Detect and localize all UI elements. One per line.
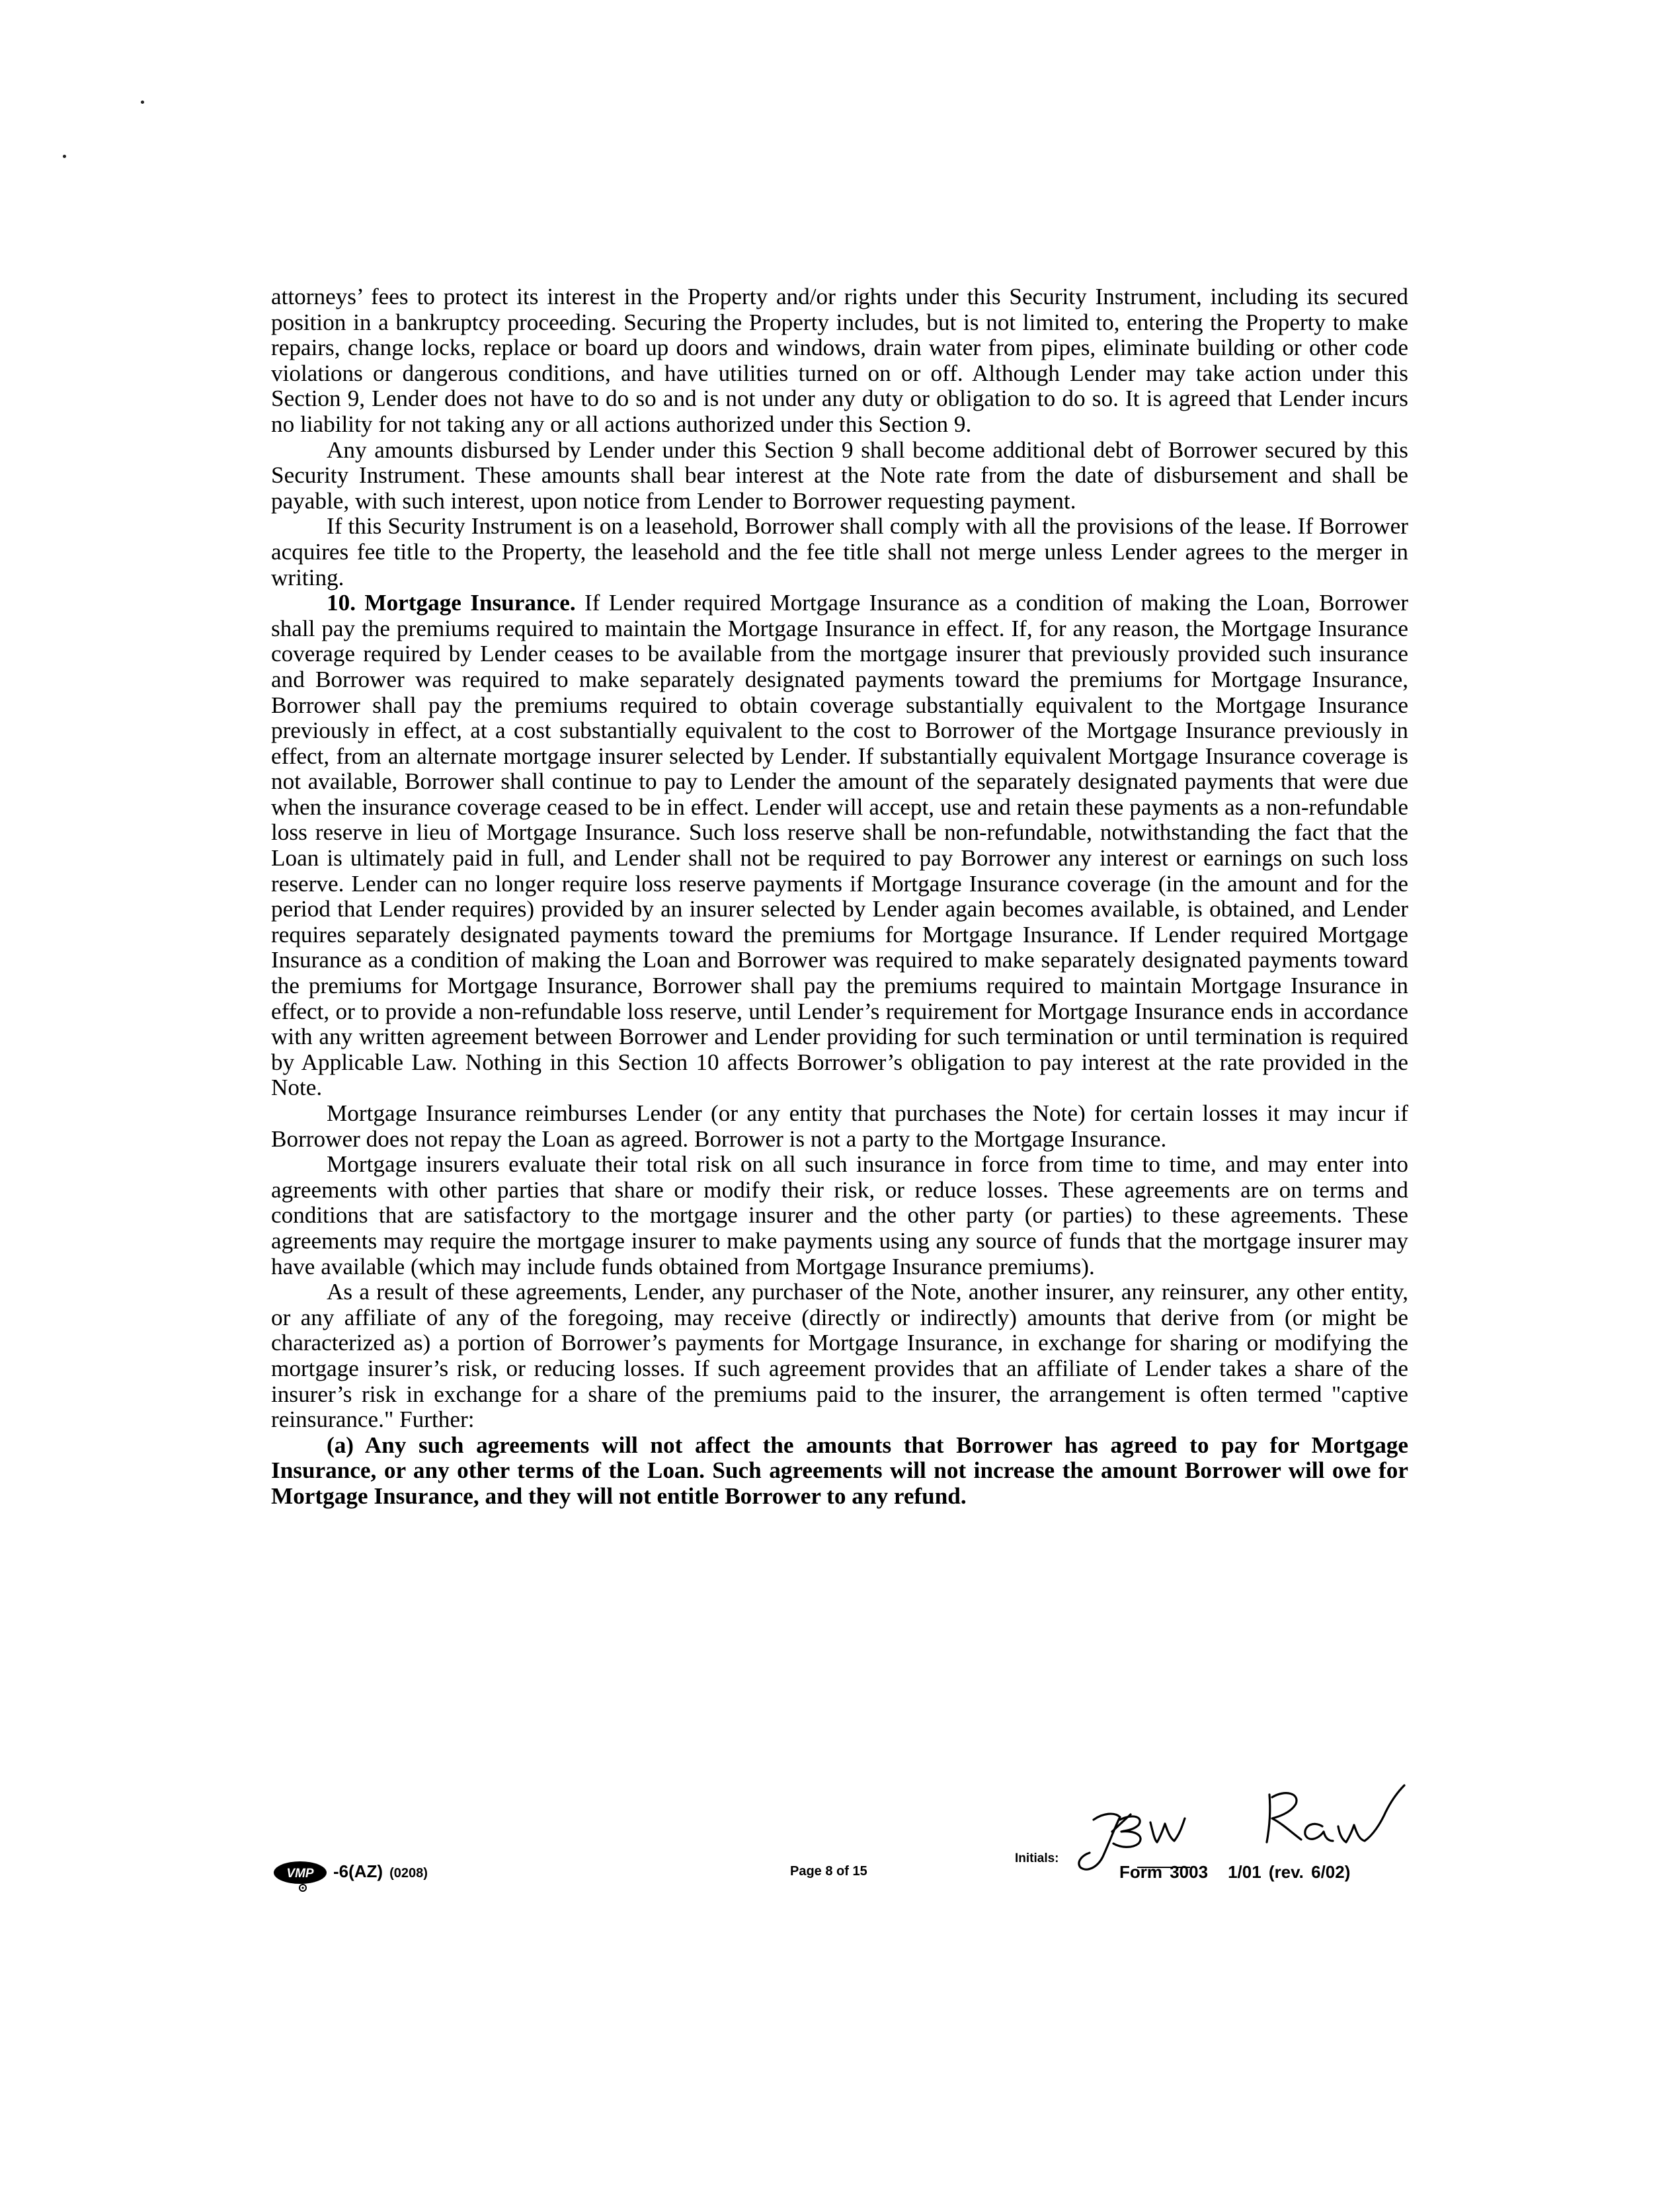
paragraph-reimburses: Mortgage Insurance reimburses Lender (or any entity that purchases the Note) for certain losses it may incur if Borrower does not repay the Loan as agreed. Borrower is not a party to the Mortgage Insurance.	[271, 1100, 1408, 1152]
paragraph-clause-a: (a) Any such agreements will not affect the amounts that Borrower has agreed to pay for Mortgage Insurance, or any other terms of the Loan. Such agreements will not increase the amount Borrower will owe for Mortgage Insurance, and they will not entitle Borrower to any refund.	[271, 1432, 1408, 1509]
page-number: Page 8 of 15	[790, 1864, 867, 1879]
form-number	[1119, 1862, 1350, 1883]
vmp-logo	[270, 1858, 335, 1892]
logo-text: VMP	[286, 1867, 314, 1881]
form-revision-date: 1/01 (rev. 6/02)	[1228, 1862, 1351, 1882]
paragraph-disbursed-amounts: Any amounts disbursed by Lender under this Section 9 shall become additional debt of Borrower secured by this Security Instrument. These amounts shall bear interest at the Note rate from the date of disbursement and shall be payable, with such interest, upon notice from Lender to Borrower requesting payment.	[271, 436, 1408, 514]
section-10-text: If Lender required Mortgage Insurance as a condition of making the Loan, Borrower shall pay the premiums required to maintain the Mortgage Insurance in effect. If, for any reason, the Mortgage Insurance coverage required by Lender ceases to be available from the mortgage insurer that previously provided such insurance and Borrower was required to make separately designated payments toward the premiums for Mortgage Insurance, Borrower shall pay the premiums required to obtain coverage substantially equivalent to the Mortgage Insurance previously in effect, at a cost substantially equivalent to the cost to Borrower of the Mortgage Insurance previously in effect, from an alternate mortgage insurer selected by Lender. If substantially equivalent Mortgage Insurance coverage is not available, Borrower shall continue to pay to Lender the amount of the separately designated payments that were due when the insurance coverage ceased to be in effect. Lender will accept, use and retain these payments as a non-refundable loss reserve in lieu of Mortgage Insurance. Such loss reserve shall be non-refundable, notwithstanding the fact that the Loan is ultimately paid in full, and Lender shall not be required to pay Borrower any interest or earnings on such loss reserve. Lender can no longer require loss reserve payments if Mortgage Insurance coverage (in the amount and for the period that Lender requires) provided by an insurer selected by Lender again becomes available, is obtained, and Lender requires separately designated payments toward the premiums for Mortgage Insurance. If Lender required Mortgage Insurance as a condition of making the Loan and Borrower was required to make separately designated payments toward the premiums for Mortgage Insurance, Borrower shall pay the premiums required to maintain Mortgage Insurance in effect, or to provide a non-refundable loss reserve, until Lender’s requirement for Mortgage Insurance ends in accordance with any written agreement between Borrower and Lender providing for such termination or until termination is required by Applicable Law. Nothing in this Section 10 affects Borrower’s obligation to pay interest at the rate provided in the Note.	[271, 590, 1408, 1101]
paragraph-agreements-result: As a result of these agreements, Lender, any purchaser of the Note, another insurer, any reinsurer, any other entity, or any affiliate of any of the foregoing, may receive (directly or indirectly) amounts that derive from (or might be characterized as) a portion of Borrower’s payments for Mortgage Insurance, in exchange for sharing or modifying the mortgage insurer’s risk, or reducing losses. If such agreement provides that an affiliate of Lender takes a share of the insurer’s risk in exchange for a share of the premiums paid to the insurer, the arrangement is often termed "captive reinsurance." Further:	[271, 1279, 1408, 1433]
paragraph-continuation: attorneys’ fees to protect its interest in the Property and/or rights under this Security Instrument, including its secured position in a bankruptcy proceeding. Securing the Property includes, but is not limited to, entering the Property to make repairs, change locks, replace or board up doors and windows, drain water from pipes, eliminate building or other code violations or dangerous conditions, and have utilities turned on or off. Although Lender may take action under this Section 9, Lender does not have to do so and is not under any duty or obligation to do so. It is agreed that Lender incurs no liability for not taking any or all actions authorized under this Section 9.	[271, 284, 1408, 437]
form-code	[333, 1861, 428, 1882]
initials-label: Initials:	[1015, 1851, 1059, 1865]
form-number-label: Form 3003	[1119, 1862, 1209, 1882]
paragraph-leasehold: If this Security Instrument is on a leasehold, Borrower shall comply with all the provisions of the lease. If Borrower acquires fee title to the Property, the leasehold and the fee title shall not merge unless Lender agrees to the merger in writing.	[271, 513, 1408, 590]
paragraph-insurers-evaluate: Mortgage insurers evaluate their total risk on all such insurance in force from time to time, and may enter into agreements with other parties that share or modify their risk, or reduce losses. These agreements are on terms and conditions that are satisfactory to the mortgage insurer and the other party (or parties) to these agreements. These agreements may require the mortgage insurer to make payments using any source of funds that the mortgage insurer may have available (which may include funds obtained from Mortgage Insurance premiums).	[271, 1151, 1408, 1279]
section-heading: 10. Mortgage Insurance.	[327, 590, 576, 616]
form-code-main: -6(AZ)	[333, 1861, 383, 1881]
form-code-version: (0208)	[389, 1866, 428, 1881]
